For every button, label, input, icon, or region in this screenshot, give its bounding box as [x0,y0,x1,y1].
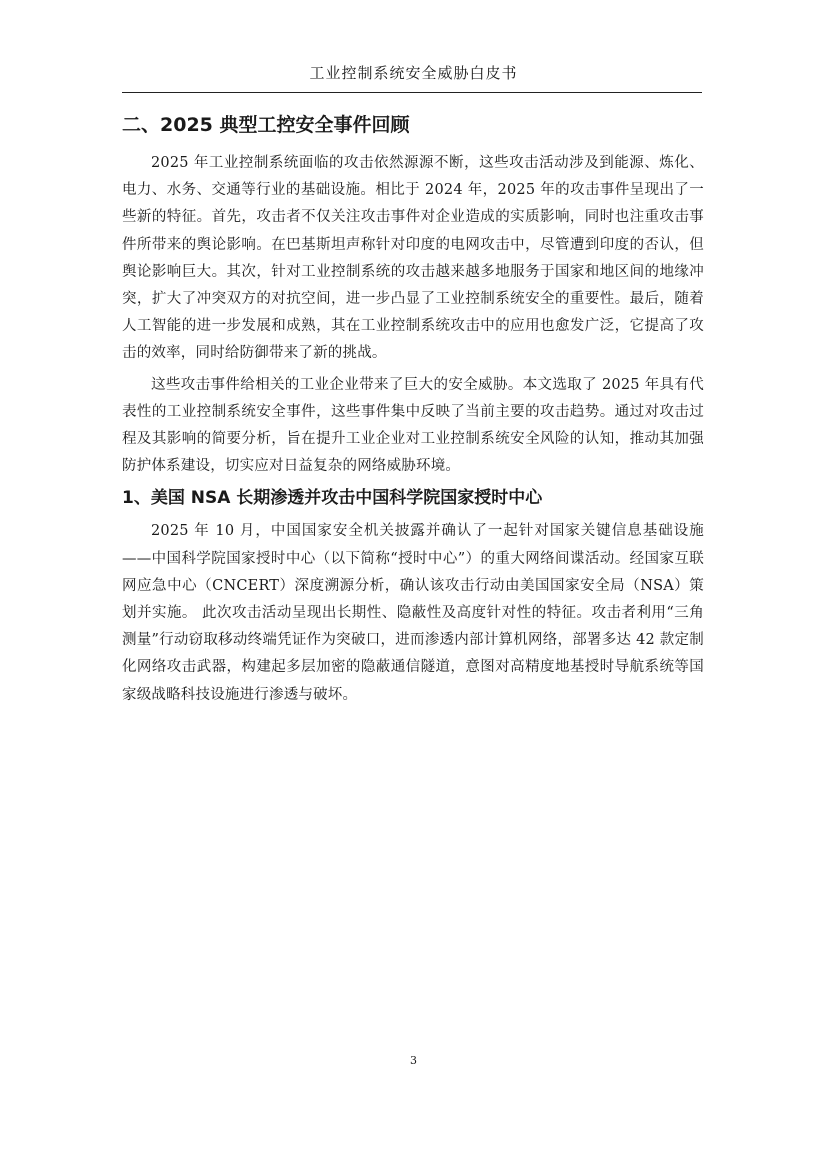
page-body [122,108,704,709]
section-heading: 二、2025 典型工控安全事件回顾 [122,114,410,136]
subsection-heading: 1、美国 NSA 长期渗透并攻击中国科学院国家授时中心 [122,488,543,509]
subsection-paragraph-1: 2025 年 10 月，中国国家安全机关披露并确认了一起针对国家关键信息基础设施——中国科学院国家授时中心（以下简称“授时中心”）的重大网络间谍活动。经国家互联网应急中心（CNCERT）深度溯源分析，确认该攻击行动由美国国家安全局（NSA）策划并实施。 此次攻击活动呈现出长期性、隐蔽性及高度针对性的特征。攻击者利用“三角测量”行动窃取移动终端凭证作为突破口，进而渗透内部计算机网络，部署多达 42 款定制化网络攻击武器，构建起多层加密的隐蔽通信隧道，意图对高精度地基授时导航系统等国家级战略科技设施进行渗透与破坏。 [122,523,704,703]
section-paragraph-2: 这些攻击事件给相关的工业企业带来了巨大的安全威胁。本文选取了 2025 年具有代表性的工业控制系统安全事件，这些事件集中反映了当前主要的攻击趋势。通过对攻击过程及其影响的简要分析，旨在提升工业企业对工业控制系统安全风险的认知，推动其加强防护体系建设，切实应对日益复杂的网络威胁环境。 [122,376,704,475]
page-number: 3 [410,1054,417,1067]
header-divider [122,92,702,93]
running-header-title: 工业控制系统安全威胁白皮书 [309,64,518,82]
section-paragraph-1: 2025 年工业控制系统面临的攻击依然源源不断，这些攻击活动涉及到能源、炼化、电力、水务、交通等行业的基础设施。相比于 2024 年，2025 年的攻击事件呈现出了一些新的特征。首先，攻击者不仅关注攻击事件对企业造成的实质影响，同时也注重攻击事件所带来的舆论影响。在巴基斯坦声称针对印度的电网攻击中，尽管遭到印度的否认，但舆论影响巨大。其次，针对工业控制系统的攻击越来越多地服务于国家和地区间的地缘冲突，扩大了冲突双方的对抗空间，进一步凸显了工业控制系统安全的重要性。最后，随着人工智能的进一步发展和成熟，其在工业控制系统攻击中的应用也愈发广泛，它提高了攻击的效率，同时给防御带来了新的挑战。 [122,155,704,362]
